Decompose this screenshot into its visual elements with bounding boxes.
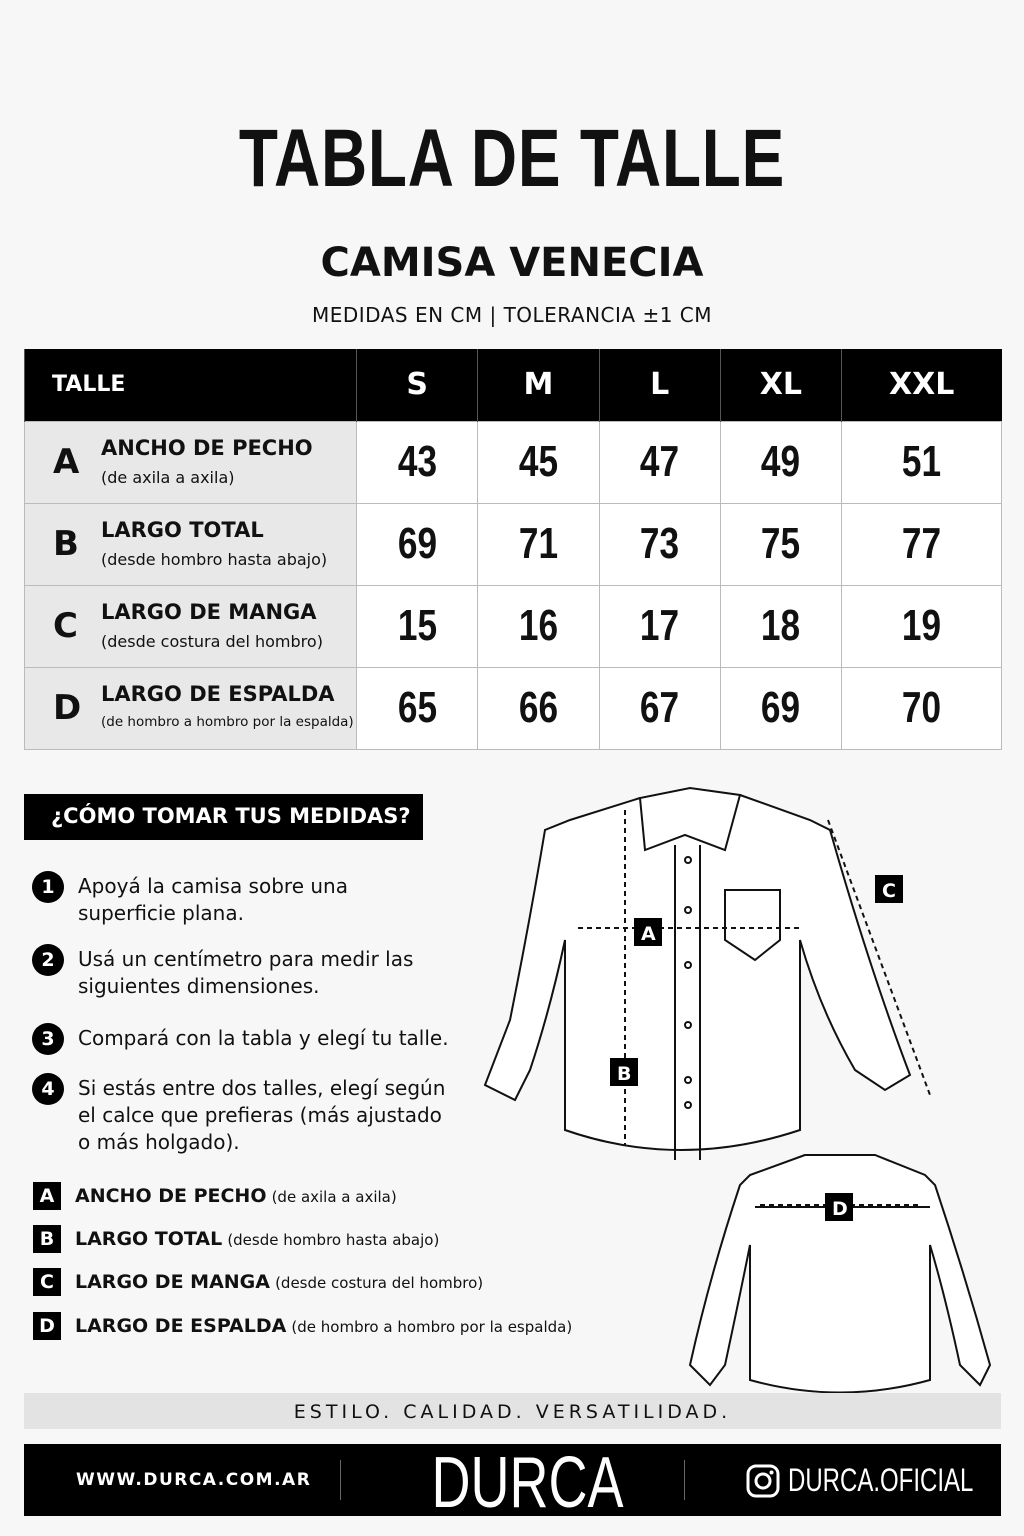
legend-item [33,1268,483,1296]
shirt-front-diagram [470,770,950,1180]
step-number: 2 [32,944,64,976]
legend-desc: (de hombro a hombro por la espalda) [291,1318,573,1336]
table-cell: 51 [842,421,1002,503]
table-cell: 65 [357,667,478,749]
row-key: A [53,442,80,482]
row-name: LARGO DE MANGA [101,599,317,624]
header-size: L [599,349,720,421]
row-key: C [53,606,78,646]
header-size: S [357,349,478,421]
header-size: M [478,349,599,421]
diagram-label-c: C [882,880,896,902]
table-cell: 71 [478,503,599,585]
size-table [24,349,1002,750]
divider [684,1460,685,1500]
legend-key: D [33,1312,61,1340]
table-cell: 15 [357,585,478,667]
table-row [25,667,1002,749]
row-label [25,667,357,749]
table-cell: 18 [720,585,841,667]
legend-key: C [33,1268,61,1296]
diagram-label-b: B [617,1063,632,1085]
legend-name: LARGO DE ESPALDA [75,1315,287,1337]
row-desc: (desde costura del hombro) [101,631,323,651]
row-label [25,585,357,667]
product-name: CAMISA VENECIA [320,240,704,286]
website-link[interactable]: WWW.DURCA.COM.AR [76,1470,312,1490]
legend-item [33,1312,572,1340]
shirt-back-diagram [680,1145,1000,1395]
table-cell: 17 [599,585,720,667]
instagram-link[interactable] [746,1462,1024,1499]
table-cell: 66 [478,667,599,749]
row-desc: (de axila a axila) [101,467,235,487]
table-row [25,421,1002,503]
step-text: Si estás entre dos talles, elegí según el calce que prefieras (más ajustado o más holgado). [78,1076,446,1154]
header-size: XXL [842,349,1002,421]
step-item [32,1025,472,1055]
step-text: Compará con la tabla y elegí tu talle. [78,1026,449,1050]
legend-desc: (de axila a axila) [271,1188,397,1206]
instagram-handle: DURCA.OFICIAL [788,1462,974,1498]
row-name: ANCHO DE PECHO [101,435,313,460]
divider [340,1460,341,1500]
step-number: 1 [32,871,64,903]
footer-bar [24,1443,1001,1523]
table-cell: 69 [720,667,841,749]
units-note: MEDIDAS EN CM | TOLERANCIA ±1 CM [311,303,713,327]
table-cell: 16 [478,585,599,667]
header-size: XL [720,349,841,421]
table-cell: 19 [842,585,1002,667]
tagline: ESTILO. CALIDAD. VERSATILIDAD. [24,1393,1001,1429]
table-cell: 67 [599,667,720,749]
row-desc: (de hombro a hombro por la espalda) [101,713,354,730]
table-row [25,503,1002,585]
brand-logo: DURCA [431,1443,624,1523]
table-cell: 75 [720,503,841,585]
legend-key: A [33,1182,61,1210]
step-number: 3 [32,1023,64,1055]
table-cell: 43 [357,421,478,503]
howto-heading: ¿CÓMO TOMAR TUS MEDIDAS? [24,794,423,840]
step-number: 4 [32,1073,64,1105]
step-item [32,946,472,1000]
table-cell: 70 [842,667,1002,749]
legend-item [33,1182,397,1210]
table-cell: 49 [720,421,841,503]
step-text: Apoyá la camisa sobre una superficie plana. [78,874,348,925]
step-item [32,873,472,927]
legend-desc: (desde hombro hasta abajo) [227,1231,440,1249]
legend-name: LARGO TOTAL [75,1228,223,1250]
row-name: LARGO DE ESPALDA [101,681,335,706]
row-name: LARGO TOTAL [101,517,264,542]
diagram-label-a: A [641,923,656,945]
legend-item [33,1225,439,1253]
legend-name: LARGO DE MANGA [75,1271,270,1293]
row-key: B [53,524,79,564]
legend-desc: (desde costura del hombro) [275,1274,484,1292]
header-talle: TALLE [25,349,357,421]
row-label [25,503,357,585]
legend-key: B [33,1225,61,1253]
table-cell: 45 [478,421,599,503]
diagram-label-d: D [832,1198,848,1220]
legend-name: ANCHO DE PECHO [75,1185,267,1207]
instagram-icon [746,1464,780,1498]
table-cell: 73 [599,503,720,585]
table-header-row [25,349,1002,421]
table-cell: 47 [599,421,720,503]
table-row [25,585,1002,667]
row-desc: (desde hombro hasta abajo) [101,549,328,569]
row-label [25,421,357,503]
table-cell: 69 [357,503,478,585]
row-key: D [53,688,82,728]
table-cell: 77 [842,503,1002,585]
step-item [32,1075,472,1156]
page-title: TABLA DE TALLE [238,113,786,204]
step-text: Usá un centímetro para medir las siguientes dimensiones. [78,947,414,998]
